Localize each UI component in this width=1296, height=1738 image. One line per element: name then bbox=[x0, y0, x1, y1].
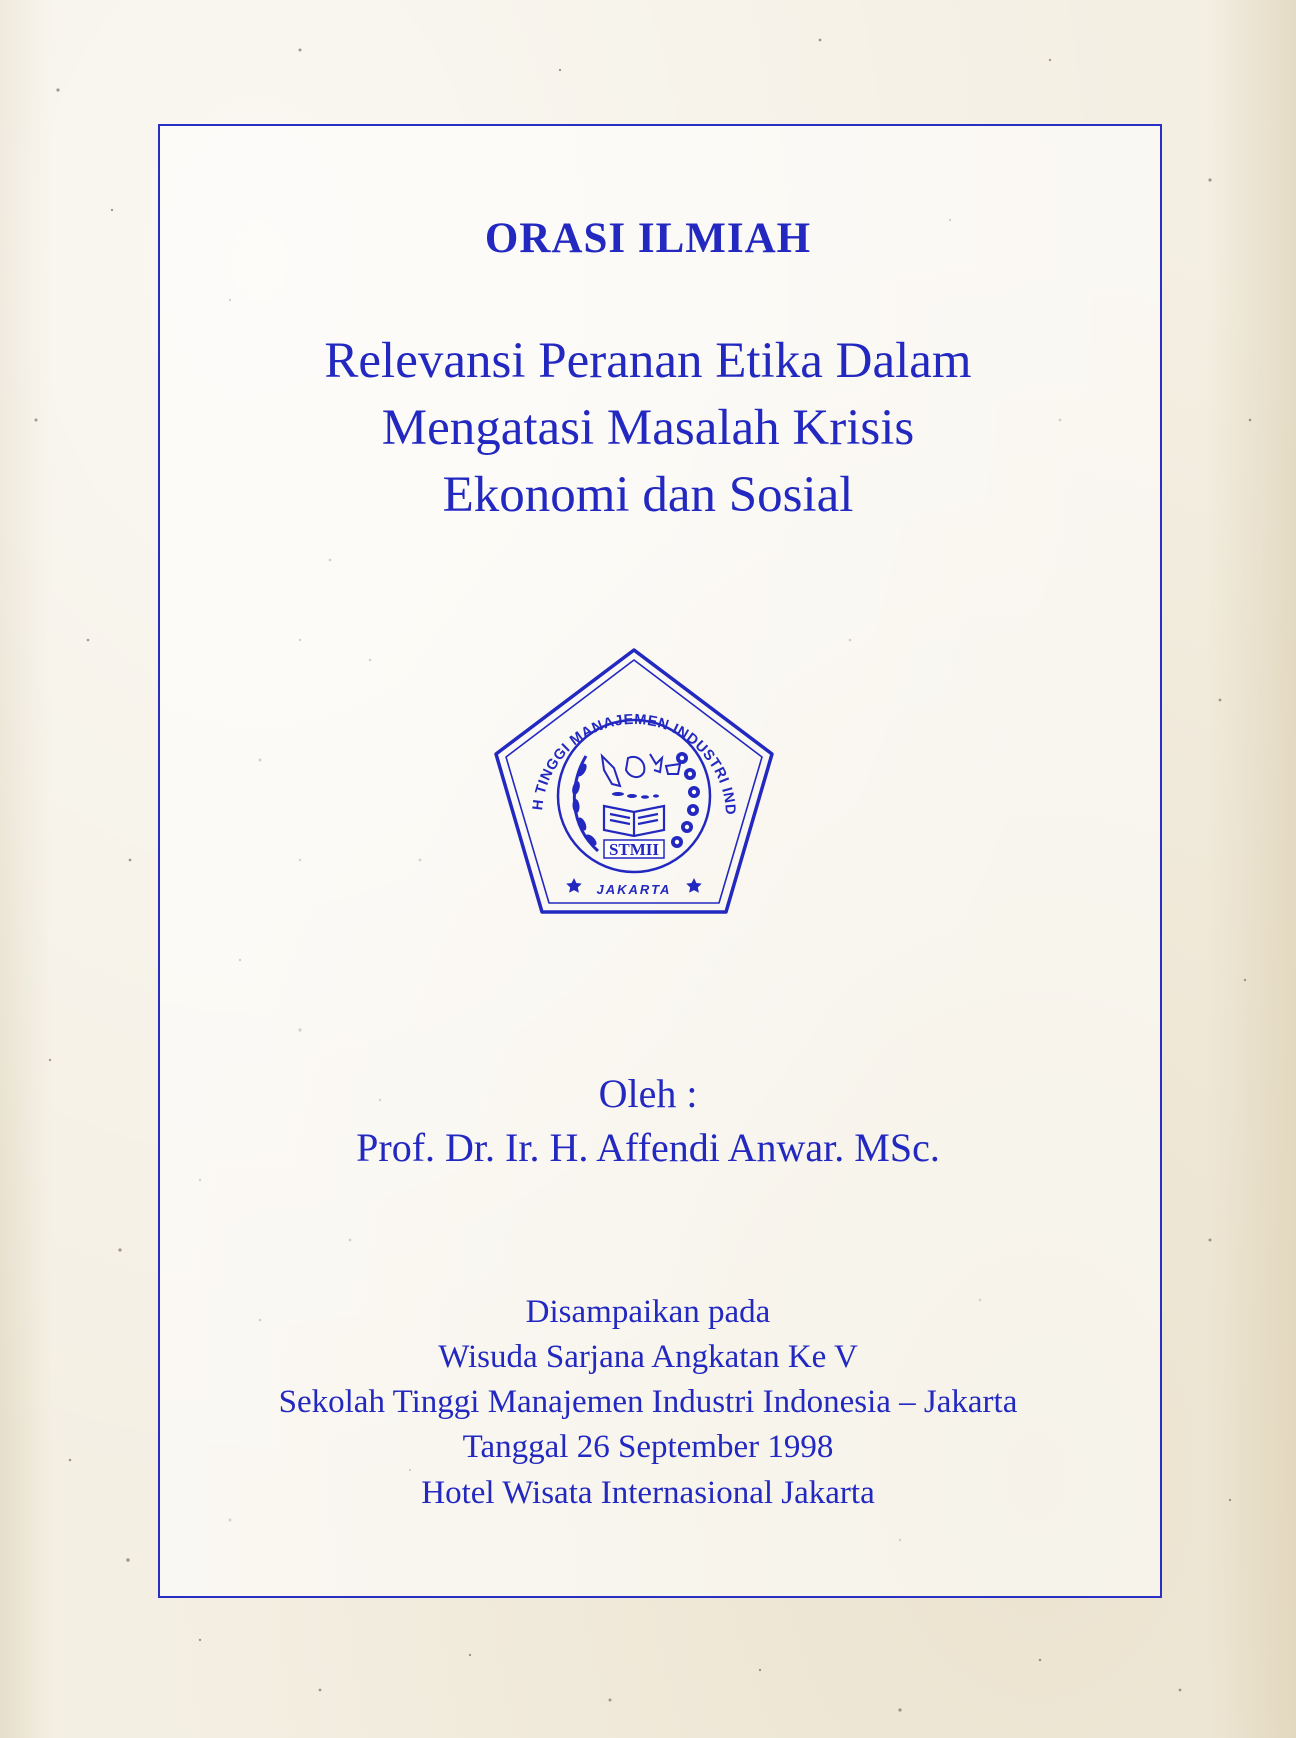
delivery-line-2: Wisuda Sarjana Angkatan Ke V bbox=[438, 1339, 858, 1375]
delivery-line-1: Disampaikan pada bbox=[525, 1294, 771, 1330]
author-label: Oleh : bbox=[598, 1071, 698, 1116]
delivery-line-3: Sekolah Tinggi Manajemen Industri Indonesia – Jakarta bbox=[278, 1384, 1018, 1420]
document-heading: ORASI ILMIAH bbox=[484, 215, 812, 262]
title-line-2: Mengatasi Masalah Krisis bbox=[381, 400, 915, 456]
title-line-1: Relevansi Peranan Etika Dalam bbox=[324, 333, 972, 389]
stmii-emblem-icon bbox=[490, 646, 778, 920]
emblem-bottom-text: JAKARTA bbox=[596, 882, 672, 897]
emblem-center-text: STMII bbox=[608, 840, 660, 859]
delivery-line-5: Hotel Wisata Internasional Jakarta bbox=[421, 1475, 875, 1511]
emblem-ring-text: H TINGGI MANAJEMEN INDUSTRI IND bbox=[530, 711, 739, 816]
title-line-3: Ekonomi dan Sosial bbox=[442, 467, 854, 523]
delivery-line-4: Tanggal 26 September 1998 bbox=[462, 1429, 834, 1465]
author-name: Prof. Dr. Ir. H. Affendi Anwar. MSc. bbox=[356, 1125, 940, 1170]
